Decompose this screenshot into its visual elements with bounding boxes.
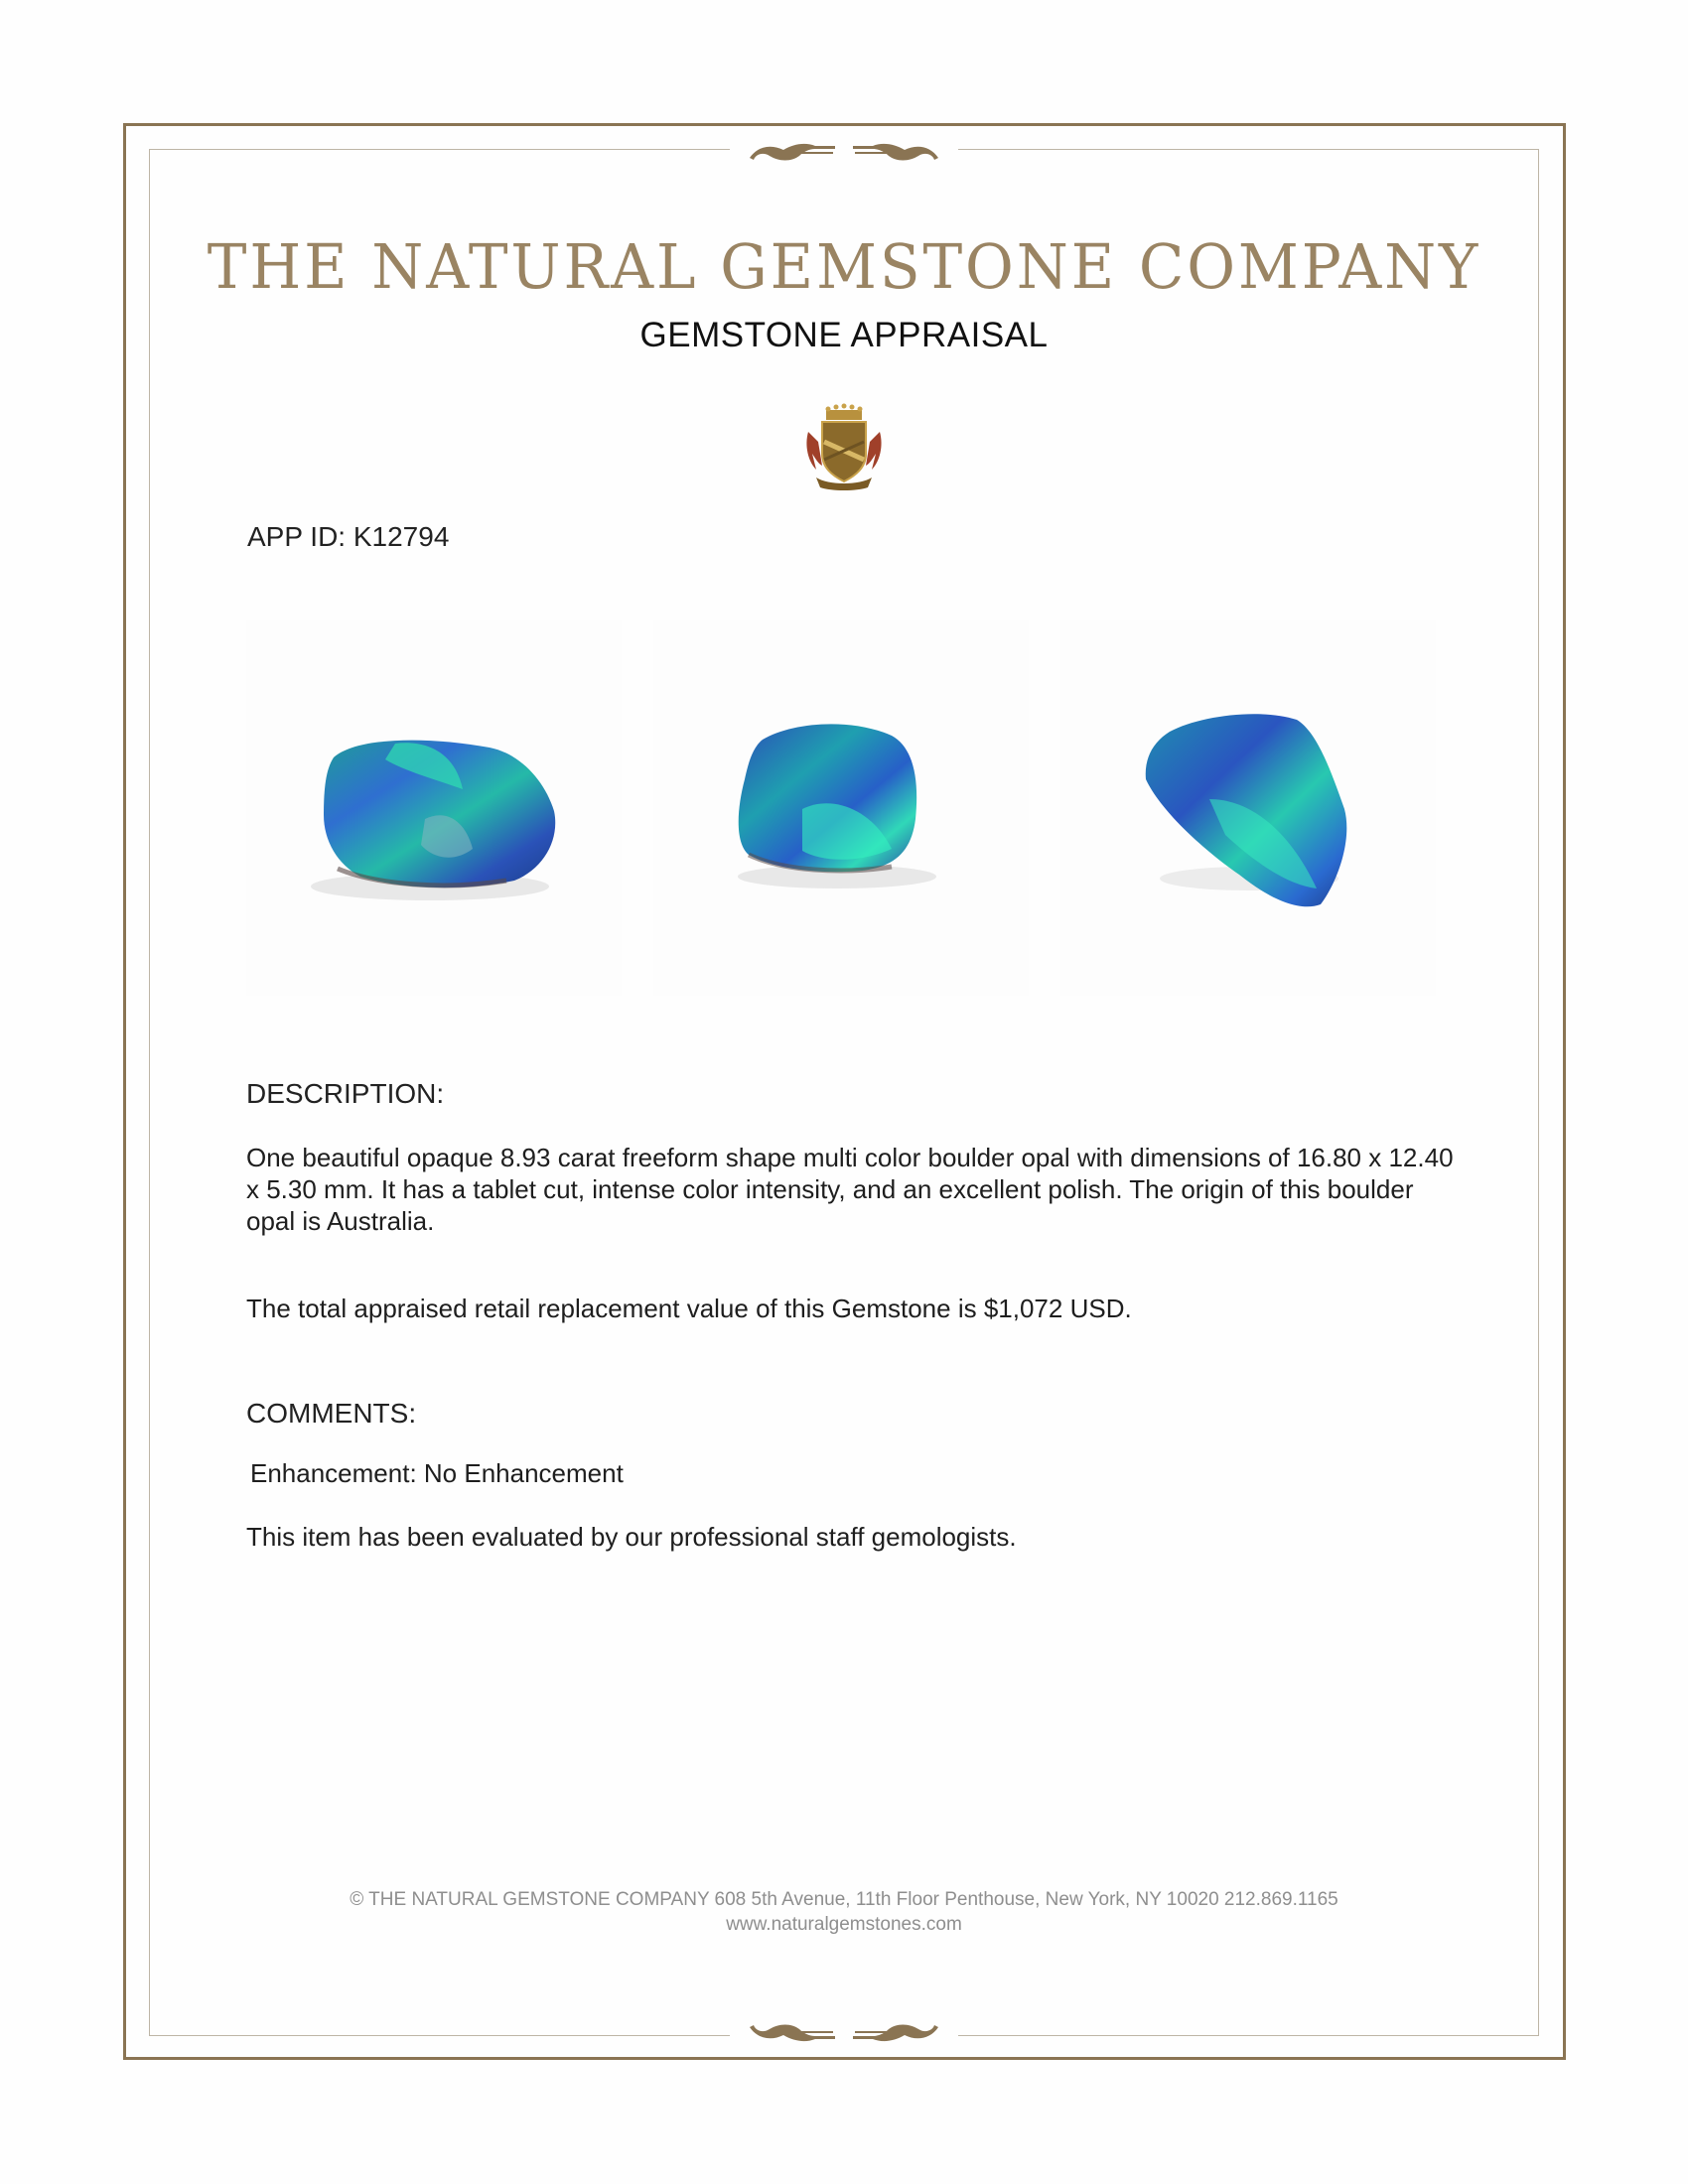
gemstone-image-gallery: [246, 620, 1438, 996]
description-body: One beautiful opaque 8.93 carat freeform shape multi color boulder opal with dimensions of 16.80 x 12.40 x 5.30 mm. It has a tablet cut, intense color intensity, and an excellent polish. The origin of this boulder opal is Australia.: [246, 1143, 1454, 1236]
company-name-heading: THE NATURAL GEMSTONE COMPANY: [207, 230, 1481, 303]
document-title: GEMSTONE APPRAISAL: [639, 316, 1049, 354]
app-id-label: APP ID: K12794: [247, 521, 450, 552]
enhancement-comment: Enhancement: No Enhancement: [250, 1458, 624, 1488]
gemstone-image-1[interactable]: [246, 620, 622, 996]
evaluation-comment: This item has been evaluated by our professional staff gemologists.: [246, 1522, 1017, 1552]
heraldic-crest-icon: [802, 402, 886, 493]
gemstone-image-3[interactable]: [1060, 620, 1436, 996]
footer-website-link[interactable]: www.naturalgemstones.com: [726, 1914, 962, 1935]
bottom-flourish-ornament-icon: [730, 2017, 958, 2053]
footer-address: © THE NATURAL GEMSTONE COMPANY 608 5th Avenue, 11th Floor Penthouse, New York, NY 10020 212.869.1165: [350, 1889, 1338, 1910]
description-heading: DESCRIPTION:: [246, 1078, 445, 1109]
appraised-value-statement: The total appraised retail replacement value of this Gemstone is $1,072 USD.: [246, 1294, 1132, 1323]
comments-heading: COMMENTS:: [246, 1398, 417, 1429]
top-flourish-ornament-icon: [730, 132, 958, 168]
gemstone-image-2[interactable]: [653, 620, 1029, 996]
